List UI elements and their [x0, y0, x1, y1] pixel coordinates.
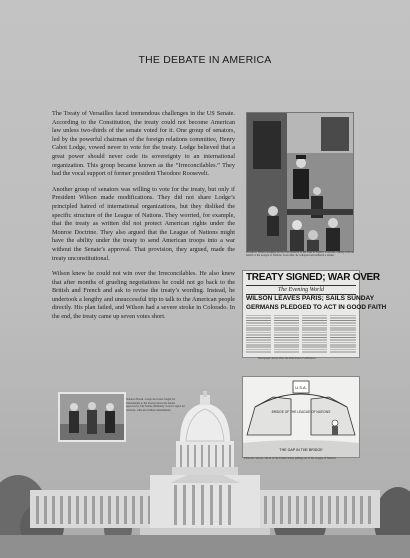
cartoon-title: THE GAP IN THE BRIDGE — [279, 448, 323, 452]
wilson-train-photo — [246, 112, 354, 252]
wilson-photo-caption: Woodrow Wilson speaking on the rear platform of his train in Pueblo, Colorado, during a trip on behalf of the League of Nations. Soon after, he collapsed and suffered a stroke. — [246, 251, 354, 258]
newspaper-columns — [246, 314, 356, 354]
newspaper-headline: TREATY SIGNED; WAR OVER — [246, 272, 380, 283]
bridge-label: BRIDGE OF THE LEAGUE OF NATIONS — [271, 410, 331, 414]
paragraph-3: Wilson knew he could not win over the Irreconcilables. He also knew that after months of grueling negotiations he could not go back to the British and French and ask to revise the treaty’s wording. Instead, he undertook a lengthy and unsuccessful trip to talk to the American people directly. His plan failed, and Wilson had a severe stroke in Colorado. In the end, the treaty came up seven votes short. — [52, 270, 235, 321]
paragraph-1: The Treaty of Versailles faced tremendous challenges in the US Senate. According to the Constitution, the treaty could not become American law unless two-thirds of the senate voted for it. One group of senators, led by the powerful chairman of the foreign relations committee, Henry Cabot Lodge, vowed never to vote for the treaty. Lodge believed that a great power should never cede its sovereignty to an international organization. This group became known as the “Irreconcilables.” They had the vocal support of former president Theodore Roosevelt. — [52, 110, 235, 178]
keystone-label: U.S.A. — [295, 385, 307, 390]
newspaper-masthead: The Evening World — [246, 285, 356, 295]
newspaper-subhead-1: WILSON LEAVES PARIS; SAILS SUNDAY — [246, 295, 375, 302]
editorial-cartoon — [242, 376, 360, 458]
paragraph-2: Another group of senators was willing to vote for the treaty, but only if President Wilson made modifications. They did not share Lodge’s principled hatred of international organizations, but they disliked the specific structure of the League of Nations. They worried, for example, that the treaty as written did not protect American rights under the Monroe Doctrine. They also argued that the League of Nations might have the ability under the treaty to send American troops into a war without the Senate’s approval. That provision, they argued, made the treaty unconstitutional. — [52, 185, 235, 262]
page-title: THE DEBATE IN AMERICA — [138, 54, 272, 66]
newspaper-subhead-2: GERMANS PLEDGED TO ACT IN GOOD FAITH — [246, 304, 387, 311]
body-text — [52, 110, 235, 329]
cartoon-caption: Editorial cartoon critical of the United States pulling out of the League of Nations. — [244, 457, 337, 460]
newspaper-caption: Newspaper article after the Paris Peace Conference. — [258, 357, 317, 360]
senators-photo-caption: Senators Borah, Lodge and Jones fought for amendments to the Treaty before the Senate approved it. The Senate ultimately voted to reject all versions, with and without amendments. — [126, 398, 185, 412]
bridge-cartoon-illustration — [243, 377, 359, 457]
newspaper-clipping — [242, 270, 387, 358]
wilson-train-illustration — [247, 113, 353, 251]
